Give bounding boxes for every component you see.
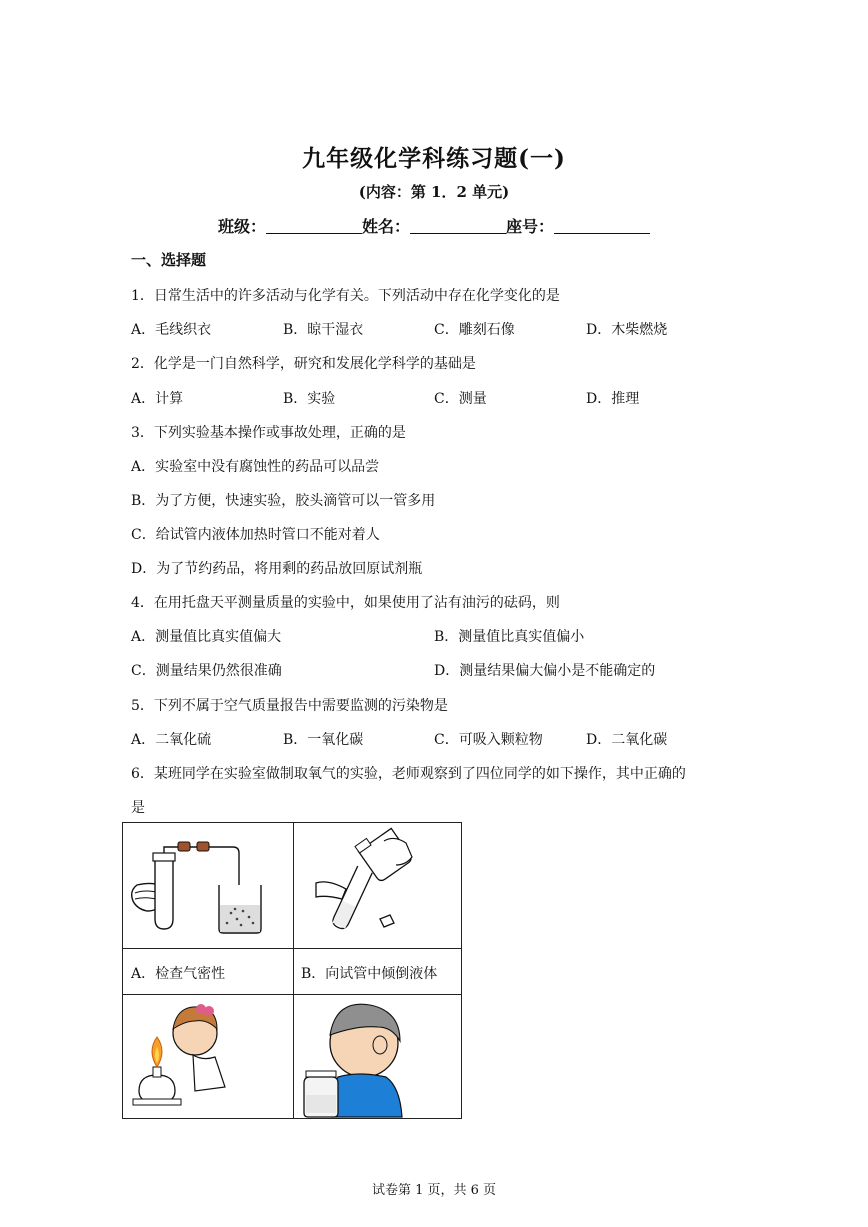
options-table <box>122 822 462 1119</box>
question-4-stem: 4．在用托盘天平测量质量的实验中，如果使用了沾有油污的砝码，则 <box>131 595 560 611</box>
q1-option-c: C．雕刻石像 <box>434 322 515 338</box>
q4-option-c: C．测量结果仍然很准确 <box>131 663 282 679</box>
q2-option-b: B．实验 <box>283 391 336 407</box>
pour-liquid-illustration <box>294 823 463 948</box>
question-6-stem-continued: 是 <box>131 800 145 816</box>
question-1-stem: 1．日常生活中的许多活动与化学有关。下列活动中存在化学变化的是 <box>131 288 560 304</box>
q4-option-a: A．测量值比真实值偏大 <box>131 629 282 645</box>
q2-option-c: C．测量 <box>434 391 487 407</box>
q2-option-d: D．推理 <box>586 391 640 407</box>
name-label: 姓名： <box>361 217 410 236</box>
caption-b: B．向试管中倾倒液体 <box>301 966 438 982</box>
section-title: 一、选择题 <box>131 251 207 269</box>
caption-a: A．检查气密性 <box>131 966 226 982</box>
airtightness-check-illustration <box>123 823 293 948</box>
q4-option-b: B．测量值比真实值偏小 <box>434 629 585 645</box>
student-info-line <box>0 214 868 237</box>
q5-option-d: D．二氧化碳 <box>586 732 668 748</box>
question-2-stem: 2．化学是一门自然科学，研究和发展化学科学的基础是 <box>131 356 476 372</box>
question-3-stem: 3．下列实验基本操作或事故处理，正确的是 <box>131 425 406 441</box>
question-6-stem: 6．某班同学在实验室做制取氧气的实验，老师观察到了四位同学的如下操作，其中正确的 <box>131 766 686 782</box>
page-title: 九年级化学科练习题(一) <box>302 145 566 172</box>
q2-option-a: A．计算 <box>131 391 184 407</box>
q5-option-a: A．二氧化硫 <box>131 732 212 748</box>
q3-option-b: B．为了方便，快速实验，胶头滴管可以一管多用 <box>131 493 436 509</box>
class-blank[interactable] <box>266 218 362 234</box>
question-5-stem: 5．下列不属于空气质量报告中需要监测的污染物是 <box>131 698 448 714</box>
q1-option-a: A．毛线织衣 <box>131 322 212 338</box>
q1-option-b: B．晾干湿衣 <box>283 322 364 338</box>
smell-bottle-illustration <box>294 995 463 1120</box>
q3-option-a: A．实验室中没有腐蚀性的药品可以品尝 <box>131 459 380 475</box>
page-footer: 试卷第 1 页，共 6 页 <box>371 1183 497 1198</box>
name-blank[interactable] <box>410 218 506 234</box>
q1-option-d: D．木柴燃烧 <box>586 322 668 338</box>
page-subtitle: (内容：第 1．2 单元) <box>358 183 510 201</box>
q5-option-c: C．可吸入颗粒物 <box>434 732 543 748</box>
q5-option-b: B．一氧化碳 <box>283 732 364 748</box>
q4-option-d: D．测量结果偏大偏小是不能确定的 <box>434 663 656 679</box>
class-label: 班级： <box>217 217 266 236</box>
q3-option-c: C．给试管内液体加热时管口不能对着人 <box>131 527 380 543</box>
q3-option-d: D．为了节约药品，将用剩的药品放回原试剂瓶 <box>131 561 423 577</box>
seat-blank[interactable] <box>554 218 650 234</box>
seat-label: 座号： <box>506 217 555 236</box>
smell-flame-illustration <box>123 995 293 1120</box>
